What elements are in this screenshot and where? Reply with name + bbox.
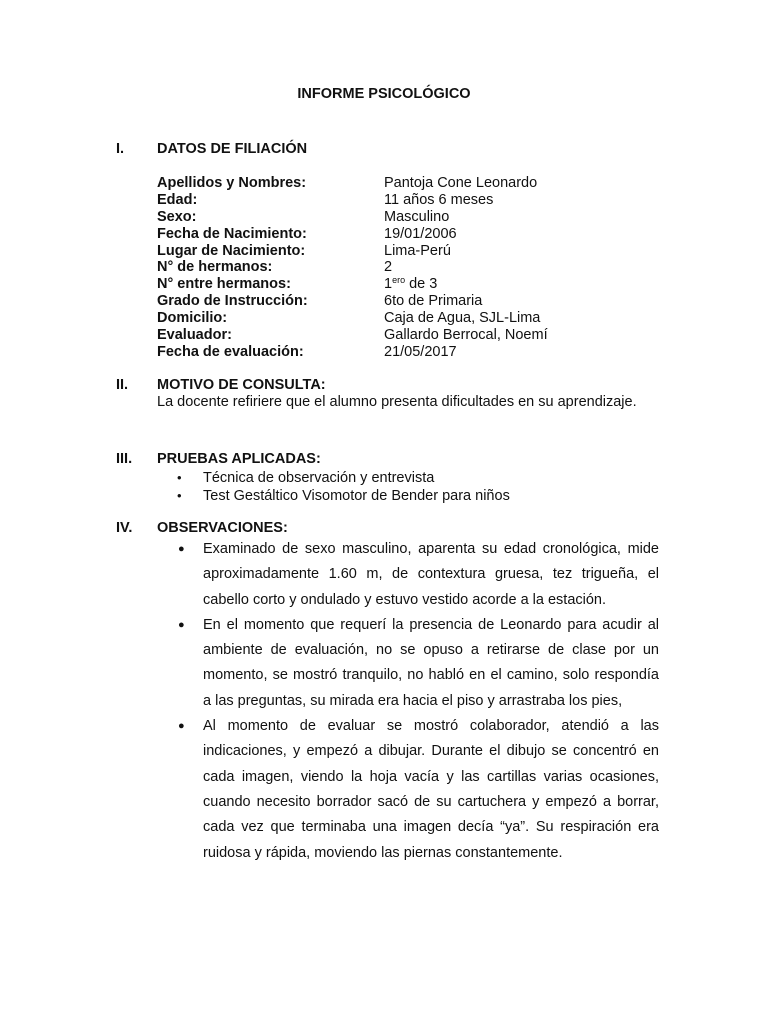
field-value: 2 <box>384 259 393 276</box>
field-label: Domicilio: <box>157 310 228 327</box>
field-label: Apellidos y Nombres: <box>157 175 307 191</box>
section-number: I. <box>116 141 125 157</box>
motivo-text: La docente refiriere que el alumno presenta dificultades en su aprendizaje. <box>157 394 637 410</box>
field-row <box>157 192 617 209</box>
field-value: Gallardo Berrocal, Noemí <box>384 327 548 344</box>
field-row <box>157 293 617 310</box>
field-row <box>157 226 617 243</box>
list-item-text: Técnica de observación y entrevista <box>203 470 435 486</box>
list-item <box>157 613 659 714</box>
field-value: 6to de Primaria <box>384 293 483 310</box>
field-row <box>157 276 617 293</box>
section-heading: MOTIVO DE CONSULTA: <box>157 377 326 393</box>
bullet-icon: ● <box>178 618 185 631</box>
field-row <box>157 175 617 192</box>
field-value: Pantoja Cone Leonardo <box>384 175 538 191</box>
field-label: Sexo: <box>157 208 197 225</box>
field-value-main: 1 <box>384 276 393 293</box>
field-value-rest: de 3 <box>405 276 438 293</box>
section-heading: PRUEBAS APLICADAS: <box>157 451 321 467</box>
observaciones-list <box>157 537 659 866</box>
list-item <box>157 714 659 866</box>
field-label: Evaluador: <box>157 327 232 344</box>
bullet-icon: ● <box>178 720 185 733</box>
document-title: INFORME PSICOLÓGICO <box>297 86 471 102</box>
field-value: Masculino <box>384 208 450 225</box>
pruebas-list <box>157 469 659 505</box>
field-label: N° de hermanos: <box>157 259 273 276</box>
section-number: III. <box>116 451 133 467</box>
field-label: N° entre hermanos: <box>157 276 291 293</box>
field-label: Lugar de Nacimiento: <box>157 242 306 259</box>
bullet-icon: • <box>177 488 182 503</box>
field-label: Grado de Instrucción: <box>157 293 308 310</box>
field-label: Edad: <box>157 191 198 208</box>
field-value <box>384 276 437 293</box>
list-item <box>157 469 659 487</box>
field-value: 21/05/2017 <box>384 343 457 360</box>
bullet-icon: • <box>177 470 182 485</box>
bullet-icon: ● <box>178 543 185 555</box>
field-row <box>157 344 617 361</box>
field-value: 19/01/2006 <box>384 225 457 242</box>
list-item <box>157 537 659 613</box>
field-row <box>157 327 617 344</box>
filiacion-fields <box>157 175 617 361</box>
field-value-superscript: ero <box>392 275 406 286</box>
section-number: IV. <box>116 520 133 536</box>
field-row <box>157 310 617 327</box>
field-value: Caja de Agua, SJL-Lima <box>384 310 541 327</box>
field-row <box>157 259 617 276</box>
list-item-text: En el momento que requerí la presencia de Leonardo para acudir al ambiente de evaluación, no se opuso a retirarse de clase por un momento, se mostró tranquilo, no habló en el camino, solo respondía a las preguntas, su mirada era hacia el piso y arrastraba los pies, <box>203 616 659 709</box>
field-label: Fecha de Nacimiento: <box>157 225 307 242</box>
list-item <box>157 487 659 505</box>
field-row <box>157 209 617 226</box>
list-item-text: Al momento de evaluar se mostró colaborador, atendió a las indicaciones, y empezó a dibujar. Durante el dibujo se concentró en cada imagen, viendo la hoja vacía y las cartillas varias ocasiones, cuando necesito borrador sacó de su cartuchera y empezó a borrar, cada vez que terminaba una imagen decía “ya”. Su respiración era ruidosa y rápida, moviendo las piernas constantemente. <box>203 718 659 861</box>
list-item-text: Test Gestáltico Visomotor de Bender para niños <box>203 488 510 504</box>
section-heading: OBSERVACIONES: <box>157 520 288 536</box>
field-label: Fecha de evaluación: <box>157 343 304 360</box>
section-heading: DATOS DE FILIACIÓN <box>157 141 308 157</box>
field-value: 11 años 6 meses <box>384 191 494 208</box>
section-number: II. <box>116 377 129 393</box>
list-item-text: Examinado de sexo masculino, aparenta su edad cronológica, mide aproximadamente 1.60 m, de contextura gruesa, tez trigueña, el cabello corto y ondulado y estuvo vestido acorde a la estación. <box>203 541 659 608</box>
field-value: Lima-Perú <box>384 242 451 259</box>
field-row <box>157 243 617 260</box>
